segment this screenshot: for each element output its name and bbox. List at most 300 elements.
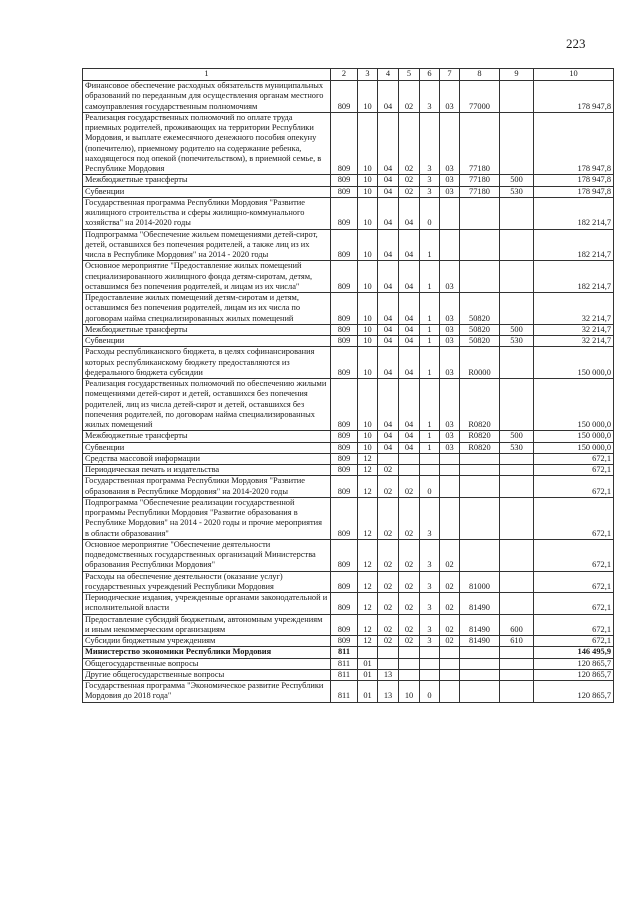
code-section: 10: [358, 324, 378, 335]
code-activity: 03: [440, 379, 460, 431]
code-expense-type: [500, 593, 534, 615]
budget-table: [82, 68, 614, 703]
column-header-3: 3: [358, 69, 378, 81]
code-expense-type: 610: [500, 636, 534, 647]
code-program: 04: [399, 442, 420, 453]
code-direction: 77000: [460, 81, 500, 113]
code-section: 12: [358, 476, 378, 498]
code-ministry: 809: [331, 431, 358, 442]
code-activity: 02: [440, 593, 460, 615]
code-ministry: 809: [331, 324, 358, 335]
code-subsection: 04: [378, 431, 399, 442]
code-subsection: 02: [378, 476, 399, 498]
code-section: 12: [358, 497, 378, 539]
row-name: Государственная программа "Экономическое развитие Республики Мордовия до 2018 года": [83, 681, 331, 703]
code-activity: [440, 497, 460, 539]
code-expense-type: 500: [500, 431, 534, 442]
code-section: [358, 647, 378, 658]
code-subprogram: 3: [420, 636, 440, 647]
table-row: [83, 476, 614, 498]
code-section: 01: [358, 669, 378, 680]
row-name: Субсидии бюджетным учреждениям: [83, 636, 331, 647]
table-row: [83, 324, 614, 335]
row-amount: 182 214,7: [534, 261, 614, 293]
row-amount: 672,1: [534, 465, 614, 476]
code-program: 04: [399, 336, 420, 347]
code-subprogram: 3: [420, 81, 440, 113]
code-activity: 03: [440, 293, 460, 325]
code-ministry: 809: [331, 593, 358, 615]
code-expense-type: [500, 81, 534, 113]
code-activity: 02: [440, 539, 460, 571]
code-subprogram: [420, 658, 440, 669]
code-program: [399, 465, 420, 476]
code-expense-type: [500, 669, 534, 680]
code-subprogram: 3: [420, 175, 440, 186]
code-program: 02: [399, 186, 420, 197]
row-name: Субвенции: [83, 442, 331, 453]
code-direction: R0820: [460, 431, 500, 442]
code-expense-type: [500, 112, 534, 175]
code-direction: 81000: [460, 571, 500, 593]
code-subsection: 04: [378, 229, 399, 261]
code-subsection: 04: [378, 186, 399, 197]
column-header-9: 9: [500, 69, 534, 81]
code-activity: [440, 197, 460, 229]
code-direction: [460, 681, 500, 703]
code-subprogram: 0: [420, 197, 440, 229]
code-subprogram: 0: [420, 476, 440, 498]
table-row: [83, 293, 614, 325]
table-row: [83, 681, 614, 703]
column-header-row: [83, 69, 614, 81]
code-expense-type: [500, 647, 534, 658]
code-ministry: 809: [331, 571, 358, 593]
code-direction: 81490: [460, 614, 500, 636]
column-header-1: 1: [83, 69, 331, 81]
code-subprogram: [420, 669, 440, 680]
code-program: 04: [399, 197, 420, 229]
code-section: 10: [358, 175, 378, 186]
code-ministry: 809: [331, 175, 358, 186]
code-program: [399, 647, 420, 658]
table-body: [83, 81, 614, 703]
row-name: Периодическая печать и издательства: [83, 465, 331, 476]
code-activity: 02: [440, 571, 460, 593]
code-direction: [460, 197, 500, 229]
code-expense-type: 530: [500, 442, 534, 453]
code-ministry: 809: [331, 539, 358, 571]
code-subsection: 04: [378, 336, 399, 347]
code-expense-type: [500, 476, 534, 498]
row-amount: 182 214,7: [534, 229, 614, 261]
code-program: 02: [399, 636, 420, 647]
code-program: [399, 669, 420, 680]
code-ministry: 809: [331, 636, 358, 647]
code-section: 10: [358, 112, 378, 175]
row-name: Основное мероприятие "Обеспечение деятельности подведомственных государственных организаций Министерства образования Республики Мордовия": [83, 539, 331, 571]
code-direction: R0820: [460, 379, 500, 431]
code-subsection: 04: [378, 442, 399, 453]
code-subsection: 13: [378, 669, 399, 680]
code-subsection: [378, 647, 399, 658]
row-name: Подпрограмма "Обеспечение реализации государственной программы Республики Мордовия "Развитие образования в Республике Мордовия" на 2014 - 2020 годы и прочие мероприятия в области образования": [83, 497, 331, 539]
code-subsection: 02: [378, 465, 399, 476]
code-subsection: 02: [378, 539, 399, 571]
row-amount: 182 214,7: [534, 197, 614, 229]
column-header-5: 5: [399, 69, 420, 81]
row-name: Периодические издания, учрежденные органами законодательной и исполнительной власти: [83, 593, 331, 615]
code-ministry: 809: [331, 261, 358, 293]
code-activity: 03: [440, 261, 460, 293]
code-section: 12: [358, 593, 378, 615]
code-expense-type: 530: [500, 186, 534, 197]
code-subsection: 02: [378, 571, 399, 593]
code-expense-type: [500, 229, 534, 261]
code-subprogram: 1: [420, 442, 440, 453]
row-amount: 120 865,7: [534, 658, 614, 669]
table-row: [83, 175, 614, 186]
code-section: 01: [358, 681, 378, 703]
code-program: 04: [399, 347, 420, 379]
table-row: [83, 431, 614, 442]
code-activity: [440, 453, 460, 464]
code-program: 02: [399, 571, 420, 593]
row-name: Средства массовой информации: [83, 453, 331, 464]
code-section: 12: [358, 453, 378, 464]
code-subsection: 04: [378, 347, 399, 379]
code-ministry: 809: [331, 614, 358, 636]
row-amount: 672,1: [534, 497, 614, 539]
code-activity: 03: [440, 347, 460, 379]
code-activity: [440, 658, 460, 669]
row-name: Государственная программа Республики Мордовия "Развитие образования в Республике Мордовия" на 2014-2020 годы: [83, 476, 331, 498]
row-name: Реализация государственных полномочий по оплате труда приемных родителей, проживающих на территории Республики Мордовия, и выплате ежемесячного денежного пособия опекуну (попечителю), приемному родителю на содержание ребенка, находящегося под опекой (попечительством), в приемной семье, в Республике Мордовия: [83, 112, 331, 175]
code-ministry: 809: [331, 347, 358, 379]
code-subsection: 04: [378, 197, 399, 229]
code-program: [399, 453, 420, 464]
row-name: Финансовое обеспечение расходных обязательств муниципальных образований по переданным для осуществления органам местного самоуправления государственным полномочиям: [83, 81, 331, 113]
row-amount: 120 865,7: [534, 681, 614, 703]
code-section: 10: [358, 431, 378, 442]
table-row: [83, 81, 614, 113]
row-amount: 672,1: [534, 453, 614, 464]
code-section: 12: [358, 636, 378, 647]
code-expense-type: [500, 453, 534, 464]
code-section: 10: [358, 81, 378, 113]
row-name: Межбюджетные трансферты: [83, 324, 331, 335]
code-subprogram: [420, 647, 440, 658]
code-direction: 77180: [460, 175, 500, 186]
code-section: 12: [358, 539, 378, 571]
code-program: 02: [399, 81, 420, 113]
code-section: 10: [358, 261, 378, 293]
code-direction: 50820: [460, 293, 500, 325]
code-program: 02: [399, 593, 420, 615]
row-name: Другие общегосударственные вопросы: [83, 669, 331, 680]
table-row: [83, 261, 614, 293]
row-amount: 672,1: [534, 571, 614, 593]
code-activity: 03: [440, 336, 460, 347]
code-program: 04: [399, 324, 420, 335]
code-subsection: 04: [378, 379, 399, 431]
code-activity: 03: [440, 175, 460, 186]
row-name: Подпрограмма "Обеспечение жильем помещениями детей-сирот, детей, оставшихся без попечения родителей, а также лиц из их числа в Республике Мордовия" на 2014 - 2020 годы: [83, 229, 331, 261]
code-section: 10: [358, 186, 378, 197]
column-header-2: 2: [331, 69, 358, 81]
row-amount: 178 947,8: [534, 175, 614, 186]
code-expense-type: 530: [500, 336, 534, 347]
code-subsection: 04: [378, 324, 399, 335]
code-ministry: 809: [331, 336, 358, 347]
code-ministry: 809: [331, 81, 358, 113]
code-activity: 03: [440, 324, 460, 335]
code-program: 02: [399, 539, 420, 571]
code-activity: 03: [440, 431, 460, 442]
code-subprogram: 1: [420, 229, 440, 261]
code-subsection: 02: [378, 593, 399, 615]
code-expense-type: [500, 261, 534, 293]
code-ministry: 809: [331, 379, 358, 431]
code-expense-type: [500, 497, 534, 539]
table-row: [83, 229, 614, 261]
row-name: Субвенции: [83, 336, 331, 347]
code-activity: 02: [440, 636, 460, 647]
table-row: [83, 647, 614, 658]
code-activity: 03: [440, 81, 460, 113]
code-subprogram: [420, 465, 440, 476]
code-ministry: 809: [331, 442, 358, 453]
row-amount: 672,1: [534, 614, 614, 636]
row-amount: 150 000,0: [534, 442, 614, 453]
code-subprogram: 1: [420, 379, 440, 431]
code-activity: [440, 647, 460, 658]
table-row: [83, 465, 614, 476]
table-row: [83, 379, 614, 431]
code-subprogram: 3: [420, 497, 440, 539]
table-row: [83, 593, 614, 615]
code-direction: [460, 229, 500, 261]
code-subsection: 04: [378, 175, 399, 186]
code-section: 12: [358, 614, 378, 636]
code-subsection: 04: [378, 293, 399, 325]
code-program: 04: [399, 293, 420, 325]
row-name: Межбюджетные трансферты: [83, 431, 331, 442]
row-name: Предоставление субсидий бюджетным, автономным учреждениям и иным некоммерческим организациям: [83, 614, 331, 636]
code-subprogram: 1: [420, 347, 440, 379]
row-amount: 32 214,7: [534, 324, 614, 335]
code-ministry: 809: [331, 293, 358, 325]
code-expense-type: 500: [500, 175, 534, 186]
code-subsection: 02: [378, 636, 399, 647]
code-activity: [440, 669, 460, 680]
row-amount: 672,1: [534, 539, 614, 571]
code-section: 12: [358, 571, 378, 593]
code-direction: [460, 476, 500, 498]
code-subsection: 04: [378, 81, 399, 113]
code-direction: [460, 539, 500, 571]
row-amount: 150 000,0: [534, 431, 614, 442]
table-row: [83, 186, 614, 197]
code-activity: 03: [440, 442, 460, 453]
row-amount: 32 214,7: [534, 336, 614, 347]
row-amount: 120 865,7: [534, 669, 614, 680]
column-header-6: 6: [420, 69, 440, 81]
code-program: 02: [399, 175, 420, 186]
code-program: 10: [399, 681, 420, 703]
code-program: 02: [399, 497, 420, 539]
code-program: 02: [399, 476, 420, 498]
code-direction: [460, 669, 500, 680]
row-name: Расходы на обеспечение деятельности (оказание услуг) государственных учреждений Республики Мордовия: [83, 571, 331, 593]
code-expense-type: [500, 571, 534, 593]
page-number: 223: [566, 36, 586, 51]
column-header-10: 10: [534, 69, 614, 81]
code-program: 04: [399, 431, 420, 442]
code-ministry: 809: [331, 197, 358, 229]
code-subsection: 02: [378, 614, 399, 636]
row-amount: 146 495,9: [534, 647, 614, 658]
code-ministry: 809: [331, 497, 358, 539]
code-activity: [440, 476, 460, 498]
code-direction: R0820: [460, 442, 500, 453]
row-name: Межбюджетные трансферты: [83, 175, 331, 186]
code-subprogram: 3: [420, 186, 440, 197]
row-name: Государственная программа Республики Мордовия "Развитие жилищного строительства и сферы жилищно-коммунального хозяйства" на 2014-2020 годы: [83, 197, 331, 229]
code-subprogram: 3: [420, 112, 440, 175]
column-header-8: 8: [460, 69, 500, 81]
code-section: 10: [358, 379, 378, 431]
code-subprogram: 3: [420, 614, 440, 636]
code-program: [399, 658, 420, 669]
code-subsection: 02: [378, 497, 399, 539]
row-amount: 178 947,8: [534, 186, 614, 197]
code-direction: 50820: [460, 336, 500, 347]
table-row: [83, 347, 614, 379]
code-direction: [460, 465, 500, 476]
code-expense-type: [500, 681, 534, 703]
row-name: Предоставление жилых помещений детям-сиротам и детям, оставшимся без попечения родителей, лицам из их числа по договорам найма специализированных жилых помещений: [83, 293, 331, 325]
row-name: Расходы республиканского бюджета, в целях софинансирования которых республиканскому бюджету предоставляются из федерального бюджета субсидии: [83, 347, 331, 379]
code-direction: [460, 647, 500, 658]
code-activity: [440, 229, 460, 261]
code-direction: 50820: [460, 324, 500, 335]
row-amount: 672,1: [534, 636, 614, 647]
column-header-7: 7: [440, 69, 460, 81]
code-ministry: 809: [331, 229, 358, 261]
code-section: 01: [358, 658, 378, 669]
table-row: [83, 453, 614, 464]
table-row: [83, 497, 614, 539]
code-activity: 03: [440, 186, 460, 197]
code-direction: [460, 497, 500, 539]
code-subprogram: 1: [420, 261, 440, 293]
code-expense-type: [500, 465, 534, 476]
code-direction: 77180: [460, 186, 500, 197]
code-ministry: 811: [331, 669, 358, 680]
code-expense-type: [500, 197, 534, 229]
code-ministry: 811: [331, 647, 358, 658]
code-subprogram: 1: [420, 324, 440, 335]
code-activity: [440, 465, 460, 476]
row-name: Субвенции: [83, 186, 331, 197]
row-amount: 178 947,8: [534, 112, 614, 175]
code-section: 10: [358, 229, 378, 261]
code-program: 02: [399, 112, 420, 175]
code-section: 10: [358, 197, 378, 229]
row-amount: 178 947,8: [534, 81, 614, 113]
row-amount: 150 000,0: [534, 379, 614, 431]
code-subprogram: 0: [420, 681, 440, 703]
code-ministry: 809: [331, 453, 358, 464]
code-ministry: 809: [331, 465, 358, 476]
code-section: 12: [358, 465, 378, 476]
code-section: 10: [358, 347, 378, 379]
table-row: [83, 197, 614, 229]
table-row: [83, 442, 614, 453]
row-name: Общегосударственные вопросы: [83, 658, 331, 669]
code-ministry: 811: [331, 658, 358, 669]
code-direction: R0000: [460, 347, 500, 379]
code-subsection: [378, 453, 399, 464]
code-ministry: 809: [331, 476, 358, 498]
table-row: [83, 658, 614, 669]
code-ministry: 809: [331, 186, 358, 197]
code-expense-type: [500, 379, 534, 431]
code-direction: [460, 453, 500, 464]
table-row: [83, 571, 614, 593]
code-activity: 02: [440, 614, 460, 636]
code-activity: [440, 681, 460, 703]
code-direction: 81490: [460, 636, 500, 647]
table-row: [83, 336, 614, 347]
code-program: 04: [399, 261, 420, 293]
table-row: [83, 539, 614, 571]
table-row: [83, 112, 614, 175]
code-expense-type: 500: [500, 324, 534, 335]
code-program: 04: [399, 229, 420, 261]
column-header-4: 4: [378, 69, 399, 81]
code-expense-type: [500, 658, 534, 669]
row-amount: 150 000,0: [534, 347, 614, 379]
code-subprogram: 3: [420, 571, 440, 593]
row-name: Реализация государственных полномочий по обеспечению жилыми помещениями детей-сирот и детей, оставшихся без попечения родителей, лиц из числа детей-сирот и детей, оставшихся без попечения родителей, по договорам найма специализированных жилых помещений: [83, 379, 331, 431]
code-section: 10: [358, 293, 378, 325]
code-expense-type: [500, 293, 534, 325]
code-direction: [460, 261, 500, 293]
row-name: Основное мероприятие "Предоставление жилых помещений специализированного жилищного фонда детям-сиротам, детям, оставшимся без попечения родителей, и лицам из их числа": [83, 261, 331, 293]
code-program: 04: [399, 379, 420, 431]
code-subprogram: 1: [420, 431, 440, 442]
code-subsection: [378, 658, 399, 669]
code-section: 10: [358, 336, 378, 347]
table-row: [83, 636, 614, 647]
code-section: 10: [358, 442, 378, 453]
code-subprogram: 3: [420, 593, 440, 615]
row-amount: 672,1: [534, 593, 614, 615]
code-subprogram: [420, 453, 440, 464]
row-amount: 672,1: [534, 476, 614, 498]
row-name: Министерство экономики Республики Мордовия: [83, 647, 331, 658]
code-direction: 77180: [460, 112, 500, 175]
table-row: [83, 614, 614, 636]
code-activity: 03: [440, 112, 460, 175]
row-amount: 32 214,7: [534, 293, 614, 325]
code-subprogram: 1: [420, 336, 440, 347]
table-row: [83, 669, 614, 680]
code-direction: 81490: [460, 593, 500, 615]
code-ministry: 809: [331, 112, 358, 175]
